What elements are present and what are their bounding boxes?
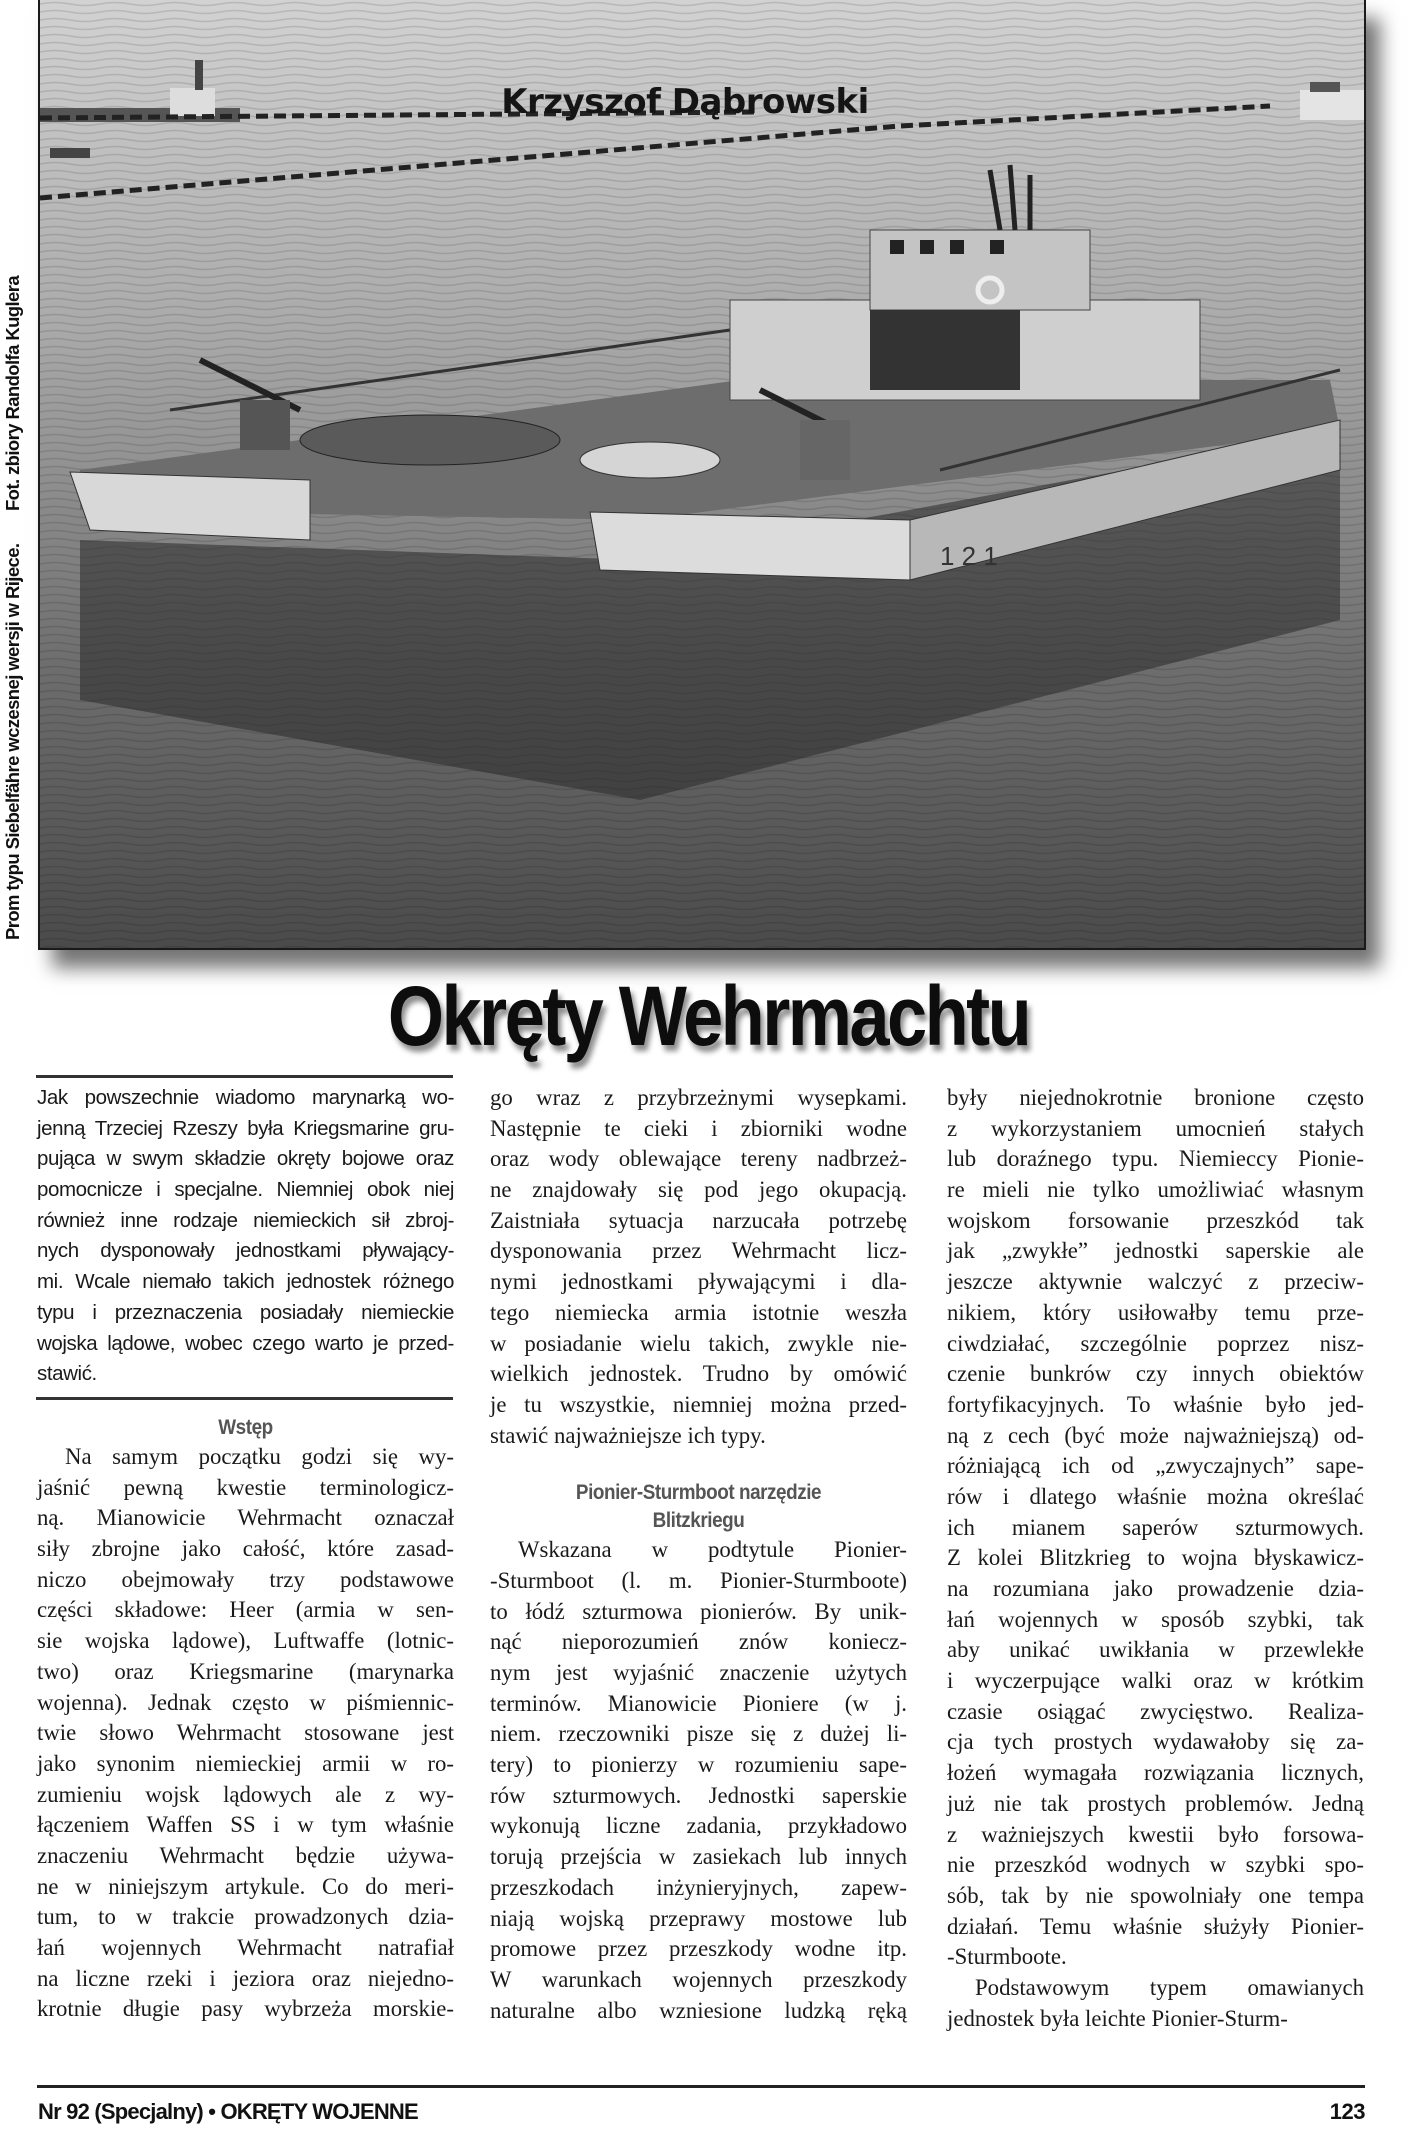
text-line: cja tych prostych wydawałoby się za- bbox=[947, 1729, 1364, 1755]
text-line: były niejednokrotnie bronione często bbox=[947, 1085, 1364, 1110]
text-line: nąć nieporozumień znów koniecz- bbox=[490, 1629, 907, 1655]
text-line: nych dysponowały jednostkami pływający- bbox=[37, 1239, 454, 1263]
text-line: W warunkach wojennych przeszkody bbox=[490, 1966, 907, 1992]
text-line: tery) to pionierzy w rozumieniu sape- bbox=[490, 1752, 907, 1778]
text-line: nikiem, który usiłowałby temu prze- bbox=[947, 1299, 1364, 1325]
text-line: nym jest wyjaśnić znaczenie użytych bbox=[490, 1660, 907, 1685]
text-line: promowe przez przeszkody wodne itp. bbox=[490, 1936, 907, 1962]
text-line: ną z cech (być może najważniejszą) od- bbox=[947, 1422, 1364, 1448]
text-line: łączeniem Waffen SS i w tym właśnie bbox=[37, 1812, 454, 1838]
text-line: tego niemiecka armia istotnie weszła bbox=[490, 1299, 907, 1325]
text-line: wojska lądowe, wobec czego warto je przed- bbox=[37, 1331, 454, 1355]
text-line: jak „zwykłe” jednostki saperskie ale bbox=[947, 1238, 1364, 1264]
photo-caption-credit: Fot. zbiory Randolfa Kuglera bbox=[2, 275, 23, 512]
text-line: wielkich jednostek. Trudno by omówić bbox=[490, 1361, 907, 1387]
footer-issue: Nr 92 (Specjalny) • OKRĘTY WOJENNE bbox=[38, 2099, 418, 2124]
text-line: typu i przeznaczenia posiadały niemieckie bbox=[37, 1300, 454, 1324]
column-3-body bbox=[947, 1083, 1364, 2034]
intro-paragraph bbox=[37, 1083, 454, 1390]
page-number: 123 bbox=[1329, 2099, 1365, 2124]
text-line: niają wojską przeprawy mostowe lub bbox=[490, 1905, 907, 1931]
column-2-body bbox=[490, 1083, 907, 2026]
text-line: sób, tak by nie spowolniały one tempa bbox=[947, 1882, 1364, 1908]
text-line: nie przeszkód wodnych w szybki spo- bbox=[947, 1852, 1364, 1878]
text-line: Jak powszechnie wiadomo marynarką wo- bbox=[37, 1086, 454, 1109]
text-line: z ważniejszych kwestii było forsowa- bbox=[947, 1821, 1364, 1847]
text-line: oraz wody oblewające tereny nadbrzeż- bbox=[490, 1146, 907, 1172]
text-line: nymi jednostkami pływającymi i dla- bbox=[490, 1269, 907, 1295]
text-line: jaśnić pewną kwestie terminologicz- bbox=[37, 1474, 454, 1500]
text-line: twie słowo Wehrmacht stosowane jest bbox=[37, 1720, 454, 1746]
text-line: jako synonim niemieckiej armii w ro- bbox=[37, 1750, 454, 1776]
author-name: Krzyszof Dąbrowski bbox=[501, 82, 869, 122]
text-line: jednostek była leichte Pionier-Sturm- bbox=[947, 2005, 1288, 2031]
text-line: mi. Wcale niemało takich jednostek różnego bbox=[37, 1270, 454, 1294]
text-line: jeszcze aktywnie walczyć z przeciw- bbox=[947, 1269, 1364, 1295]
text-line: stawić najważniejsze ich typy. bbox=[490, 1422, 766, 1448]
ferry-photo-illustration bbox=[40, 0, 1364, 948]
text-line: -Sturmboot (l. m. Pionier-Sturmboote) bbox=[490, 1567, 907, 1593]
text-line: łożeń wymagała rozwiązania licznych, bbox=[947, 1760, 1364, 1786]
text-line: łań wojennych Wehrmacht natrafiał bbox=[37, 1935, 454, 1960]
column-1-body bbox=[37, 1414, 454, 2025]
text-line: ciwdziałać, szczególnie poprzez nisz- bbox=[947, 1330, 1364, 1356]
text-line: Następnie te cieki i zbiorniki wodne bbox=[490, 1115, 907, 1141]
text-line: tum, to w trakcie prowadzonych dzia- bbox=[37, 1904, 454, 1930]
text-line: krotnie długie pasy wybrzeża morskie- bbox=[37, 1996, 454, 2022]
text-line: -Sturmboote. bbox=[947, 1944, 1067, 1970]
text-line: pomocnicze i specjalne. Niemniej obok niej bbox=[37, 1178, 454, 1202]
text-line: je tu wszystkie, niemniej można przed- bbox=[490, 1391, 907, 1417]
text-line: stawić. bbox=[37, 1362, 97, 1386]
text-line: pująca w swym składzie okręty bojowe oraz bbox=[37, 1147, 454, 1171]
text-line: aby unikać uwikłania w przewlekłe bbox=[947, 1637, 1364, 1663]
intro-bottom-rule bbox=[36, 1397, 453, 1400]
text-line: niczo obejmowały trzy podstawowe bbox=[37, 1566, 454, 1592]
text-line: w posiadanie wielu takich, zwykle nie- bbox=[490, 1330, 907, 1356]
text-line: ne znajdowały się pod jego okupacją. bbox=[490, 1177, 907, 1203]
text-line: terminów. Mianowicie Pioniere (w j. bbox=[490, 1690, 907, 1716]
text-line: przeszkodach inżynieryjnych, zapew- bbox=[490, 1874, 907, 1900]
text-line: Z kolei Blitzkrieg to wojna błyskawicz- bbox=[947, 1545, 1364, 1571]
text-line: dysponowania przez Wehrmacht licz- bbox=[490, 1238, 907, 1264]
text-line: na rozumiana jako prowadzenie dzia- bbox=[947, 1576, 1364, 1601]
text-line: Zaistniała sytuacja narzucała potrzebę bbox=[490, 1207, 907, 1233]
hull-number: 1 2 1 bbox=[940, 541, 998, 571]
text-line: go wraz z przybrzeżnymi wysepkami. bbox=[490, 1085, 907, 1110]
text-line: naturalne albo wzniesione ludzką ręką bbox=[490, 1997, 907, 2023]
text-line: wykonują liczne zadania, przykładowo bbox=[490, 1813, 907, 1839]
text-line: rów szturmowych. Jednostki saperskie bbox=[490, 1782, 907, 1808]
text-line: również inne rodzaje niemieckich sił zbroj- bbox=[37, 1208, 454, 1232]
text-line: re mieli nie tylko umożliwiać własnym bbox=[947, 1177, 1364, 1203]
text-line: już nie tak prostych problemów. Jedną bbox=[947, 1790, 1364, 1816]
text-line: na liczne rzeki i jeziora oraz niejedno- bbox=[37, 1965, 454, 1991]
section-heading-pionier-line-2: Blitzkriegu bbox=[652, 1509, 745, 1533]
photo-caption-description: Prom typu Siebelfähre wczesnej wersji w Rijece. bbox=[2, 543, 23, 940]
text-line: Na samym początku godzi się wy- bbox=[65, 1444, 454, 1469]
text-line: Podstawowym typem omawianych bbox=[975, 1974, 1364, 2000]
text-line: wojenna). Jednak często w piśmiennic- bbox=[37, 1689, 454, 1715]
text-line: różniającą ich od „zwyczajnych” sape- bbox=[947, 1453, 1364, 1479]
text-line: rów i dlatego właśnie można określać bbox=[947, 1483, 1364, 1509]
text-line: torują przejścia w zasiekach lub innych bbox=[490, 1844, 907, 1870]
text-line: ną. Mianowicie Wehrmacht oznaczał bbox=[37, 1505, 454, 1531]
text-line: niem. rzeczowniki pisze się z dużej li- bbox=[490, 1721, 907, 1747]
text-line: jenną Trzeciej Rzeszy była Kriegsmarine gru- bbox=[37, 1116, 454, 1140]
text-line: wojskom forsowanie przeszkód tak bbox=[947, 1207, 1364, 1233]
text-line: działań. Temu właśnie służyły Pionier- bbox=[947, 1913, 1364, 1939]
text-line: zumieniu wojsk lądowych ale z wy- bbox=[37, 1781, 454, 1807]
text-line: ich mianem saperów szturmowych. bbox=[947, 1514, 1364, 1540]
text-line: i wyczerpujące walki oraz w krótkim bbox=[947, 1668, 1364, 1694]
section-heading-pionier-line-1: Pionier-Sturmboot narzędzie bbox=[575, 1481, 822, 1505]
text-line: znaczeniu Wehrmacht będzie używa- bbox=[37, 1842, 454, 1868]
text-line: czasie osiągać zwycięstwo. Realiza- bbox=[947, 1698, 1364, 1724]
article-title: Okręty Wehrmachtu bbox=[387, 969, 1030, 1063]
text-line: sie wojska lądowe), Luftwaffe (lotnic- bbox=[37, 1628, 454, 1654]
text-line: części składowe: Heer (armia w sen- bbox=[37, 1597, 454, 1623]
text-line: łań wojennych w sposób szybki, tak bbox=[947, 1606, 1364, 1632]
text-line: z wykorzystaniem umocnień stałych bbox=[947, 1115, 1364, 1141]
text-line: siły zbrojne jako całość, które zasad- bbox=[37, 1536, 454, 1562]
text-line: ne w niniejszym artykule. Co do meri- bbox=[37, 1873, 454, 1899]
text-line: to łódź szturmowa pionierów. By unik- bbox=[490, 1598, 907, 1624]
photo-caption bbox=[2, 0, 32, 940]
footer-rule bbox=[37, 2085, 1365, 2088]
text-line: two) oraz Kriegsmarine (marynarka bbox=[37, 1658, 454, 1684]
intro-top-rule bbox=[36, 1075, 453, 1078]
article-photo bbox=[38, 0, 1366, 950]
section-heading-wstep: Wstęp bbox=[218, 1416, 273, 1439]
text-line: fortyfikacyjnych. To właśnie było jed- bbox=[947, 1391, 1364, 1417]
text-line: lub doraźnego typu. Niemieccy Pionie- bbox=[947, 1146, 1364, 1172]
text-line: czenie bunkrów czy innych obiektów bbox=[947, 1361, 1364, 1387]
text-line: Wskazana w podtytule Pionier- bbox=[518, 1537, 907, 1563]
